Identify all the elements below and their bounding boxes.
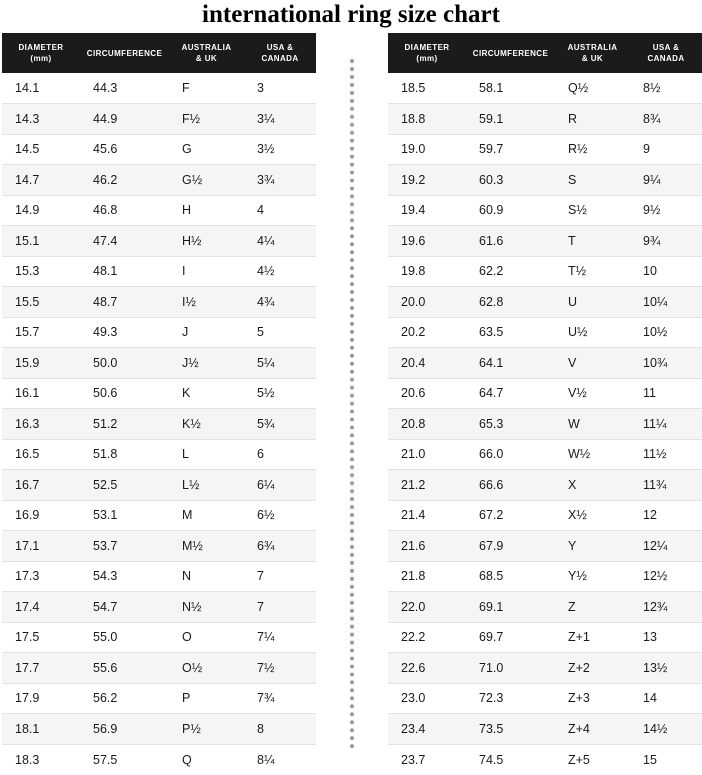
column-header-diameter-line1: DIAMETER — [18, 43, 64, 52]
cell-circumference: 51.2 — [80, 409, 169, 440]
cell-diameter: 14.7 — [2, 165, 80, 196]
cell-diameter: 14.9 — [2, 195, 80, 226]
column-header-usa-canada — [244, 33, 316, 73]
page-title: international ring size chart — [202, 1, 500, 28]
cell-circumference: 67.2 — [466, 500, 555, 531]
table-row — [2, 317, 316, 348]
cell-circumference: 62.2 — [466, 256, 555, 287]
cell-circumference: 55.0 — [80, 622, 169, 653]
cell-diameter: 20.8 — [388, 409, 466, 440]
cell-circumference: 48.7 — [80, 287, 169, 318]
cell-circumference: 52.5 — [80, 470, 169, 501]
cell-australia-uk: Y½ — [555, 561, 630, 592]
cell-australia-uk: N½ — [169, 592, 244, 623]
cell-usa-canada: 7½ — [244, 653, 316, 684]
cell-circumference: 64.7 — [466, 378, 555, 409]
column-header-usa-canada-line2: CANADA — [261, 54, 299, 63]
table-body-left — [2, 73, 316, 775]
cell-circumference: 45.6 — [80, 134, 169, 165]
cell-usa-canada: 9½ — [630, 195, 702, 226]
cell-diameter: 18.5 — [388, 73, 466, 104]
ring-size-table-right — [388, 33, 702, 775]
cell-circumference: 60.3 — [466, 165, 555, 196]
cell-usa-canada: 11 — [630, 378, 702, 409]
cell-australia-uk: X — [555, 470, 630, 501]
cell-australia-uk: R½ — [555, 134, 630, 165]
cell-usa-canada: 12 — [630, 500, 702, 531]
cell-circumference: 65.3 — [466, 409, 555, 440]
cell-diameter: 19.0 — [388, 134, 466, 165]
table-row — [2, 409, 316, 440]
cell-usa-canada: 5 — [244, 317, 316, 348]
column-header-usa-canada-line1: USA & — [266, 43, 294, 52]
cell-diameter: 15.9 — [2, 348, 80, 379]
cell-usa-canada: 12½ — [630, 561, 702, 592]
column-header-circumference-line1: CIRCUMFERENCE — [472, 48, 549, 58]
cell-australia-uk: H½ — [169, 226, 244, 257]
cell-diameter: 23.0 — [388, 683, 466, 714]
table-row — [388, 104, 702, 135]
cell-usa-canada: 14½ — [630, 714, 702, 745]
cell-australia-uk: G — [169, 134, 244, 165]
cell-usa-canada: 14 — [630, 683, 702, 714]
cell-usa-canada: 10 — [630, 256, 702, 287]
cell-diameter: 14.3 — [2, 104, 80, 135]
cell-diameter: 19.4 — [388, 195, 466, 226]
table-row — [388, 73, 702, 104]
table-row — [2, 73, 316, 104]
cell-diameter: 20.2 — [388, 317, 466, 348]
table-row — [2, 683, 316, 714]
cell-circumference: 54.7 — [80, 592, 169, 623]
cell-australia-uk: W — [555, 409, 630, 440]
cell-usa-canada: 7 — [244, 561, 316, 592]
cell-usa-canada: 11½ — [630, 439, 702, 470]
column-header-diameter — [388, 33, 466, 73]
table-row — [388, 561, 702, 592]
table-row — [388, 195, 702, 226]
table-row — [388, 653, 702, 684]
cell-usa-canada: 4½ — [244, 256, 316, 287]
table-row — [2, 195, 316, 226]
cell-usa-canada: 8¼ — [244, 744, 316, 775]
cell-australia-uk: U — [555, 287, 630, 318]
dotted-divider-line — [350, 59, 354, 749]
cell-usa-canada: 12¼ — [630, 531, 702, 562]
table-row — [388, 165, 702, 196]
cell-usa-canada: 4¼ — [244, 226, 316, 257]
cell-diameter: 16.1 — [2, 378, 80, 409]
table-row — [388, 256, 702, 287]
cell-circumference: 53.1 — [80, 500, 169, 531]
cell-usa-canada: 10½ — [630, 317, 702, 348]
table-row — [2, 256, 316, 287]
table-row — [2, 470, 316, 501]
table-row — [388, 348, 702, 379]
column-header-australia-uk-line2: & UK — [195, 54, 218, 63]
cell-circumference: 63.5 — [466, 317, 555, 348]
cell-diameter: 22.0 — [388, 592, 466, 623]
cell-diameter: 18.1 — [2, 714, 80, 745]
cell-diameter: 21.2 — [388, 470, 466, 501]
table-row — [2, 378, 316, 409]
cell-diameter: 23.4 — [388, 714, 466, 745]
cell-australia-uk: F½ — [169, 104, 244, 135]
cell-diameter: 14.1 — [2, 73, 80, 104]
table-row — [2, 500, 316, 531]
cell-circumference: 73.5 — [466, 714, 555, 745]
cell-usa-canada: 4¾ — [244, 287, 316, 318]
cell-australia-uk: L — [169, 439, 244, 470]
cell-australia-uk: P — [169, 683, 244, 714]
cell-usa-canada: 13½ — [630, 653, 702, 684]
table-row — [2, 287, 316, 318]
cell-usa-canada: 6 — [244, 439, 316, 470]
cell-usa-canada: 5¼ — [244, 348, 316, 379]
cell-australia-uk: O½ — [169, 653, 244, 684]
cell-diameter: 14.5 — [2, 134, 80, 165]
cell-australia-uk: Q½ — [555, 73, 630, 104]
table-row — [2, 104, 316, 135]
cell-australia-uk: M — [169, 500, 244, 531]
cell-diameter: 16.7 — [2, 470, 80, 501]
column-header-circumference-line1: CIRCUMFERENCE — [86, 48, 163, 58]
cell-usa-canada: 6½ — [244, 500, 316, 531]
table-row — [2, 561, 316, 592]
ring-size-table-left — [2, 33, 316, 775]
column-header-australia-uk-line1: AUSTRALIA — [567, 43, 618, 52]
tables-container — [0, 33, 702, 775]
table-row — [2, 744, 316, 775]
cell-circumference: 66.6 — [466, 470, 555, 501]
header-row — [2, 33, 316, 73]
cell-usa-canada: 10¼ — [630, 287, 702, 318]
cell-circumference: 51.8 — [80, 439, 169, 470]
cell-circumference: 74.5 — [466, 744, 555, 775]
column-header-diameter-line1: DIAMETER — [404, 43, 450, 52]
table-row — [388, 317, 702, 348]
cell-circumference: 44.9 — [80, 104, 169, 135]
cell-diameter: 17.4 — [2, 592, 80, 623]
cell-usa-canada: 15 — [630, 744, 702, 775]
cell-circumference: 50.0 — [80, 348, 169, 379]
cell-australia-uk: J — [169, 317, 244, 348]
cell-diameter: 19.8 — [388, 256, 466, 287]
left-table-wrap — [2, 33, 316, 775]
cell-australia-uk: N — [169, 561, 244, 592]
cell-diameter: 16.5 — [2, 439, 80, 470]
cell-australia-uk: P½ — [169, 714, 244, 745]
column-header-australia-uk — [169, 33, 244, 73]
cell-australia-uk: G½ — [169, 165, 244, 196]
cell-australia-uk: Z — [555, 592, 630, 623]
cell-circumference: 54.3 — [80, 561, 169, 592]
column-header-australia-uk — [555, 33, 630, 73]
cell-circumference: 59.1 — [466, 104, 555, 135]
column-header-usa-canada-line2: CANADA — [647, 54, 685, 63]
table-row — [388, 531, 702, 562]
cell-usa-canada: 3½ — [244, 134, 316, 165]
cell-diameter: 15.1 — [2, 226, 80, 257]
cell-circumference: 59.7 — [466, 134, 555, 165]
cell-circumference: 46.2 — [80, 165, 169, 196]
table-row — [2, 714, 316, 745]
column-header-circumference — [466, 33, 555, 73]
cell-diameter: 15.3 — [2, 256, 80, 287]
cell-diameter: 15.5 — [2, 287, 80, 318]
cell-circumference: 72.3 — [466, 683, 555, 714]
table-row — [2, 134, 316, 165]
cell-australia-uk: I — [169, 256, 244, 287]
cell-diameter: 22.2 — [388, 622, 466, 653]
table-row — [2, 226, 316, 257]
cell-australia-uk: O — [169, 622, 244, 653]
column-header-circumference — [80, 33, 169, 73]
cell-australia-uk: T½ — [555, 256, 630, 287]
cell-diameter: 19.2 — [388, 165, 466, 196]
cell-usa-canada: 4 — [244, 195, 316, 226]
cell-usa-canada: 6¼ — [244, 470, 316, 501]
table-row — [388, 439, 702, 470]
table-row — [388, 378, 702, 409]
cell-australia-uk: L½ — [169, 470, 244, 501]
cell-diameter: 19.6 — [388, 226, 466, 257]
cell-australia-uk: Z+4 — [555, 714, 630, 745]
cell-diameter: 23.7 — [388, 744, 466, 775]
cell-circumference: 61.6 — [466, 226, 555, 257]
table-row — [388, 683, 702, 714]
cell-australia-uk: V½ — [555, 378, 630, 409]
cell-usa-canada: 3¼ — [244, 104, 316, 135]
column-header-australia-uk-line1: AUSTRALIA — [181, 43, 232, 52]
cell-australia-uk: W½ — [555, 439, 630, 470]
cell-diameter: 15.7 — [2, 317, 80, 348]
table-row — [2, 531, 316, 562]
cell-usa-canada: 11¾ — [630, 470, 702, 501]
column-header-diameter — [2, 33, 80, 73]
table-row — [2, 622, 316, 653]
header-row — [388, 33, 702, 73]
cell-usa-canada: 9 — [630, 134, 702, 165]
cell-circumference: 56.9 — [80, 714, 169, 745]
cell-australia-uk: Z+5 — [555, 744, 630, 775]
cell-usa-canada: 13 — [630, 622, 702, 653]
table-row — [388, 470, 702, 501]
cell-circumference: 47.4 — [80, 226, 169, 257]
cell-usa-canada: 7 — [244, 592, 316, 623]
table-row — [2, 653, 316, 684]
cell-australia-uk: M½ — [169, 531, 244, 562]
cell-diameter: 16.3 — [2, 409, 80, 440]
cell-australia-uk: S½ — [555, 195, 630, 226]
cell-circumference: 60.9 — [466, 195, 555, 226]
cell-australia-uk: K½ — [169, 409, 244, 440]
cell-diameter: 21.6 — [388, 531, 466, 562]
cell-australia-uk: Z+2 — [555, 653, 630, 684]
cell-australia-uk: R — [555, 104, 630, 135]
cell-australia-uk: X½ — [555, 500, 630, 531]
table-header-right — [388, 33, 702, 73]
cell-usa-canada: 12¾ — [630, 592, 702, 623]
cell-australia-uk: T — [555, 226, 630, 257]
cell-diameter: 21.4 — [388, 500, 466, 531]
cell-usa-canada: 9¼ — [630, 165, 702, 196]
cell-circumference: 44.3 — [80, 73, 169, 104]
table-row — [388, 409, 702, 440]
cell-circumference: 53.7 — [80, 531, 169, 562]
cell-circumference: 64.1 — [466, 348, 555, 379]
cell-usa-canada: 8 — [244, 714, 316, 745]
column-header-usa-canada — [630, 33, 702, 73]
cell-circumference: 57.5 — [80, 744, 169, 775]
cell-usa-canada: 5¾ — [244, 409, 316, 440]
cell-australia-uk: S — [555, 165, 630, 196]
dotted-divider — [316, 33, 388, 775]
cell-usa-canada: 8¾ — [630, 104, 702, 135]
column-header-diameter-line2: (mm) — [30, 54, 52, 63]
cell-usa-canada: 10¾ — [630, 348, 702, 379]
table-row — [2, 165, 316, 196]
cell-usa-canada: 3 — [244, 73, 316, 104]
column-header-usa-canada-line1: USA & — [652, 43, 680, 52]
cell-australia-uk: F — [169, 73, 244, 104]
cell-circumference: 68.5 — [466, 561, 555, 592]
cell-diameter: 17.1 — [2, 531, 80, 562]
cell-usa-canada: 6¾ — [244, 531, 316, 562]
table-body-right — [388, 73, 702, 775]
column-header-australia-uk-line2: & UK — [581, 54, 604, 63]
cell-circumference: 66.0 — [466, 439, 555, 470]
cell-circumference: 56.2 — [80, 683, 169, 714]
cell-australia-uk: I½ — [169, 287, 244, 318]
cell-usa-canada: 11¼ — [630, 409, 702, 440]
cell-australia-uk: Q — [169, 744, 244, 775]
cell-usa-canada: 8½ — [630, 73, 702, 104]
table-row — [388, 134, 702, 165]
cell-usa-canada: 9¾ — [630, 226, 702, 257]
table-row — [388, 592, 702, 623]
cell-usa-canada: 7¼ — [244, 622, 316, 653]
right-table-wrap — [388, 33, 702, 775]
cell-circumference: 67.9 — [466, 531, 555, 562]
cell-australia-uk: Z+1 — [555, 622, 630, 653]
cell-usa-canada: 3¾ — [244, 165, 316, 196]
table-row — [2, 439, 316, 470]
cell-australia-uk: H — [169, 195, 244, 226]
cell-australia-uk: K — [169, 378, 244, 409]
cell-diameter: 22.6 — [388, 653, 466, 684]
cell-circumference: 48.1 — [80, 256, 169, 287]
table-row — [388, 744, 702, 775]
cell-circumference: 58.1 — [466, 73, 555, 104]
table-row — [388, 226, 702, 257]
cell-australia-uk: V — [555, 348, 630, 379]
cell-diameter: 17.9 — [2, 683, 80, 714]
cell-australia-uk: J½ — [169, 348, 244, 379]
cell-circumference: 55.6 — [80, 653, 169, 684]
cell-diameter: 20.0 — [388, 287, 466, 318]
cell-circumference: 62.8 — [466, 287, 555, 318]
table-row — [388, 500, 702, 531]
cell-diameter: 17.7 — [2, 653, 80, 684]
cell-australia-uk: Z+3 — [555, 683, 630, 714]
cell-diameter: 20.4 — [388, 348, 466, 379]
cell-usa-canada: 7¾ — [244, 683, 316, 714]
cell-diameter: 17.3 — [2, 561, 80, 592]
cell-circumference: 50.6 — [80, 378, 169, 409]
cell-diameter: 18.3 — [2, 744, 80, 775]
table-row — [2, 592, 316, 623]
column-header-diameter-line2: (mm) — [416, 54, 438, 63]
cell-circumference: 46.8 — [80, 195, 169, 226]
cell-australia-uk: U½ — [555, 317, 630, 348]
table-row — [2, 348, 316, 379]
cell-circumference: 69.7 — [466, 622, 555, 653]
cell-diameter: 21.8 — [388, 561, 466, 592]
cell-diameter: 17.5 — [2, 622, 80, 653]
cell-diameter: 20.6 — [388, 378, 466, 409]
cell-circumference: 69.1 — [466, 592, 555, 623]
cell-circumference: 71.0 — [466, 653, 555, 684]
cell-diameter: 21.0 — [388, 439, 466, 470]
table-header-left — [2, 33, 316, 73]
cell-australia-uk: Y — [555, 531, 630, 562]
cell-diameter: 16.9 — [2, 500, 80, 531]
cell-circumference: 49.3 — [80, 317, 169, 348]
table-row — [388, 287, 702, 318]
table-row — [388, 714, 702, 745]
cell-diameter: 18.8 — [388, 104, 466, 135]
table-row — [388, 622, 702, 653]
cell-usa-canada: 5½ — [244, 378, 316, 409]
